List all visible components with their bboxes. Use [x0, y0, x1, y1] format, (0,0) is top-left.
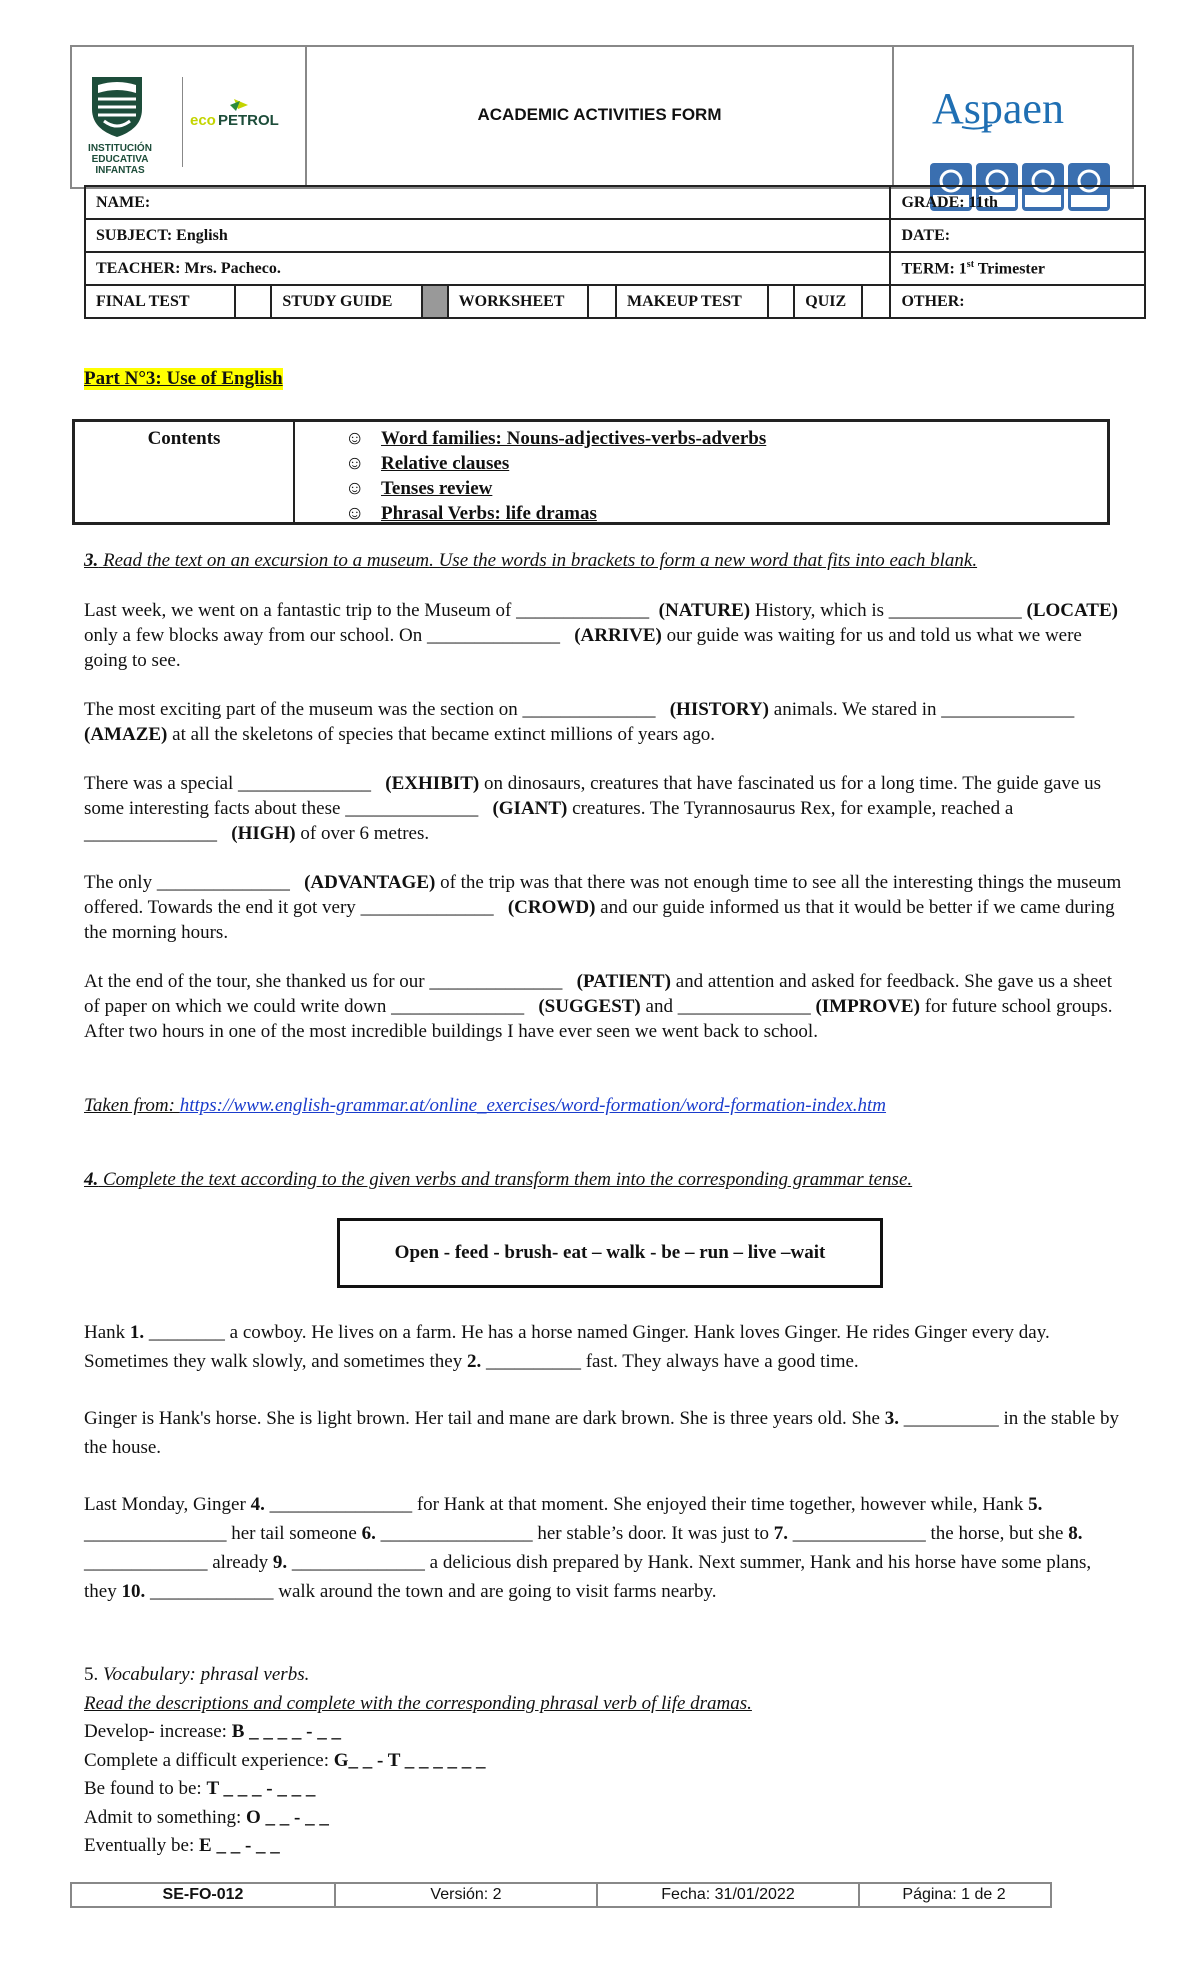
contents-item: ☺ Phrasal Verbs: life dramas: [345, 503, 597, 524]
ex3-paragraph-1: Last week, we went on a fantastic trip to the Museum of ______________ (NATURE) History, which is ______________ (LOCATE) only a few blocks away from our school. On ______________ (ARRIVE) our guide was waiting for us and told us what we were going to see.: [84, 600, 1118, 671]
form-header: [70, 45, 1134, 189]
subject-field: SUBJECT: English: [85, 219, 890, 252]
contents-list: [345, 426, 766, 526]
grade-field[interactable]: GRADE: 11th: [890, 186, 1145, 219]
ex5-answer[interactable]: B _ _ _ _ - _ _: [231, 1721, 341, 1742]
ex3-paragraph-2: The most exciting part of the museum was the section on ______________ (HISTORY) animals. We stared in ______________ (AMAZE) at all the skeletons of species that became extinct millions of years ago.: [84, 699, 1075, 745]
ex5-answer[interactable]: G_ _ - T _ _ _ _ _ _: [333, 1749, 486, 1771]
ex5-item: Admit to something: O _ _ - _ _: [84, 1806, 329, 1828]
smiley-icon: ☺: [345, 503, 365, 524]
blank-field[interactable]: ______________: [391, 996, 525, 1017]
aspaen-logo-icon: [932, 87, 1112, 137]
ex5-title: 5. Vocabulary: phrasal verbs.: [84, 1664, 310, 1685]
ex3-source: Taken from: https://www.english-grammar.at/online_exercises/word-formation/word-formation-index.htm: [84, 1095, 887, 1116]
blank-field[interactable]: ______________: [941, 699, 1075, 720]
form-title: ACADEMIC ACTIVITIES FORM: [477, 105, 722, 124]
smiley-icon: ☺: [345, 453, 365, 474]
ex3-paragraph-5: At the end of the tour, she thanked us for our ______________ (PATIENT) and attention and asked for feedback. She gave us a sheet of paper on which we could write down ______________ (SUGGEST) and ______________ (IMPROVE) for future school groups. After two hours in one of the most incredible buildings I have ever seen we went back to school.: [84, 971, 1113, 1042]
blank-field[interactable]: ______________: [345, 798, 479, 819]
teacher-field: TEACHER: Mrs. Pacheco.: [85, 252, 890, 285]
blank-field[interactable]: ______________: [426, 625, 560, 646]
title-cell: [307, 47, 894, 187]
ecopetrol-logo-icon: [190, 95, 280, 131]
contents-item: ☺ Word families: Nouns-adjectives-verbs-adverbs: [345, 428, 767, 449]
footer-version: Versión: 2: [336, 1884, 598, 1906]
ex4-paragraph-3: Last Monday, Ginger 4. _______________ for Hank at that moment. She enjoyed their time together, however while, Hank 5. _______________ her tail someone 6. ________________ her stable’s door. It was just to 7. ______________ the horse, but she 8. _____________ already 9. ______________ a delicious dish prepared by Hank. Next summer, Hank and his horse have some plans, they 10. _____________ walk around the town and are going to visit farms nearby.: [84, 1494, 1092, 1602]
type-makeup-test-checkbox[interactable]: [768, 285, 794, 318]
school-name: INSTITUCIÓN EDUCATIVA INFANTAS: [88, 143, 152, 176]
ex5-answer[interactable]: E _ _ - _ _: [199, 1835, 280, 1856]
school-shield-icon: [86, 71, 148, 141]
ex4-paragraph-2: Ginger is Hank's horse. She is light brown. Her tail and mane are dark brown. She is three years old. She 3. __________ in the stable by the house.: [84, 1408, 1120, 1458]
ex5-answer[interactable]: O _ _ - _ _: [246, 1806, 329, 1828]
ex5-instruction: Read the descriptions and complete with the corresponding phrasal verb of life dramas.: [84, 1692, 752, 1714]
contents-label: Contents: [75, 422, 295, 522]
blank-field[interactable]: ______________: [522, 699, 656, 720]
smiley-icon: ☺: [345, 478, 365, 499]
source-link[interactable]: https://www.english-grammar.at/online_exercises/word-formation/word-formation-index.htm: [179, 1095, 887, 1116]
svg-text:Aspaen: Aspaen: [932, 87, 1064, 133]
ex4-instruction: 4. Complete the text according to the given verbs and transform them into the corresponding grammar tense.: [84, 1169, 913, 1190]
footer-code: SE-FO-012: [72, 1884, 336, 1906]
verb-bank: Open - feed - brush- eat – walk - be – run – live –wait: [337, 1218, 883, 1288]
type-worksheet-label: WORKSHEET: [448, 285, 588, 318]
ex3-instruction: 3. Read the text on an excursion to a museum. Use the words in brackets to form a new word that fits into each blank.: [84, 550, 978, 571]
type-quiz-checkbox[interactable]: [862, 285, 890, 318]
ex3-paragraph-4: The only ______________ (ADVANTAGE) of the trip was that there was not enough time to see all the interesting things the museum offered. Towards the end it got very ______________ (CROWD) and our guide informed us that it would be better if we came during the morning hours.: [84, 872, 1122, 943]
contents-item: ☺ Relative clauses: [345, 453, 510, 474]
blank-field[interactable]: ______________: [429, 971, 563, 992]
blank-field[interactable]: ______________: [360, 897, 494, 918]
smiley-icon: ☺: [345, 428, 365, 449]
ex5-section: [84, 1661, 1124, 1861]
name-field[interactable]: NAME:: [85, 186, 890, 219]
blank-field[interactable]: ______________: [516, 600, 650, 621]
blank-field[interactable]: ______________: [156, 872, 290, 893]
type-study-guide-label: STUDY GUIDE: [271, 285, 421, 318]
footer: [70, 1882, 1052, 1908]
type-worksheet-checkbox[interactable]: [588, 285, 616, 318]
blank-field[interactable]: ______________: [238, 773, 372, 794]
contents-box: [72, 419, 1110, 525]
blank-field[interactable]: ______________: [677, 996, 811, 1017]
ex5-item: Complete a difficult experience: G_ _ - T _ _ _ _ _ _: [84, 1749, 486, 1771]
type-final-test-label: FINAL TEST: [85, 285, 235, 318]
type-makeup-test-label: MAKEUP TEST: [616, 285, 768, 318]
part-title: Part N°3: Use of English: [84, 368, 283, 389]
ex5-item: Eventually be: E _ _ - _ _: [84, 1835, 280, 1856]
ex5-item: Develop- increase: B _ _ _ _ - _ _: [84, 1721, 341, 1742]
blank-field[interactable]: ______________: [888, 600, 1022, 621]
type-study-guide-checkbox[interactable]: [422, 285, 448, 318]
type-other-field[interactable]: OTHER:: [890, 285, 1145, 318]
term-field: TERM: 1st Trimester: [890, 252, 1145, 285]
date-field[interactable]: DATE:: [890, 219, 1145, 252]
svg-text:eco: eco: [190, 112, 216, 129]
type-final-test-checkbox[interactable]: [235, 285, 271, 318]
logo-cell: [72, 47, 307, 187]
footer-date: Fecha: 31/01/2022: [598, 1884, 860, 1906]
ex5-answer[interactable]: T _ _ _ - _ _ _: [206, 1778, 316, 1799]
ex5-item: Be found to be: T _ _ _ - _ _ _: [84, 1778, 316, 1799]
blank-field[interactable]: ______________: [84, 823, 217, 844]
ex4-paragraph-1: Hank 1. ________ a cowboy. He lives on a farm. He has a horse named Ginger. Hank loves Ginger. He rides Ginger every day. Sometimes they walk slowly, and sometimes they 2. __________ fast. They always have a good time.: [84, 1322, 1050, 1372]
type-quiz-label: QUIZ: [794, 285, 862, 318]
ex3-paragraph-3: There was a special ______________ (EXHIBIT) on dinosaurs, creatures that have fascinated us for a long time. The guide gave us some interesting facts about these ______________ (GIANT) creatures. The Tyrannosaurus Rex, for example, reached a ______________ (HIGH) of over 6 metres.: [84, 773, 1101, 844]
contents-item: ☺ Tenses review: [345, 478, 493, 499]
footer-page: Página: 1 de 2: [902, 1886, 1006, 1903]
info-table: [84, 185, 1146, 319]
aspaen-cell: [892, 47, 1132, 187]
svg-text:PETROL: PETROL: [218, 112, 279, 129]
